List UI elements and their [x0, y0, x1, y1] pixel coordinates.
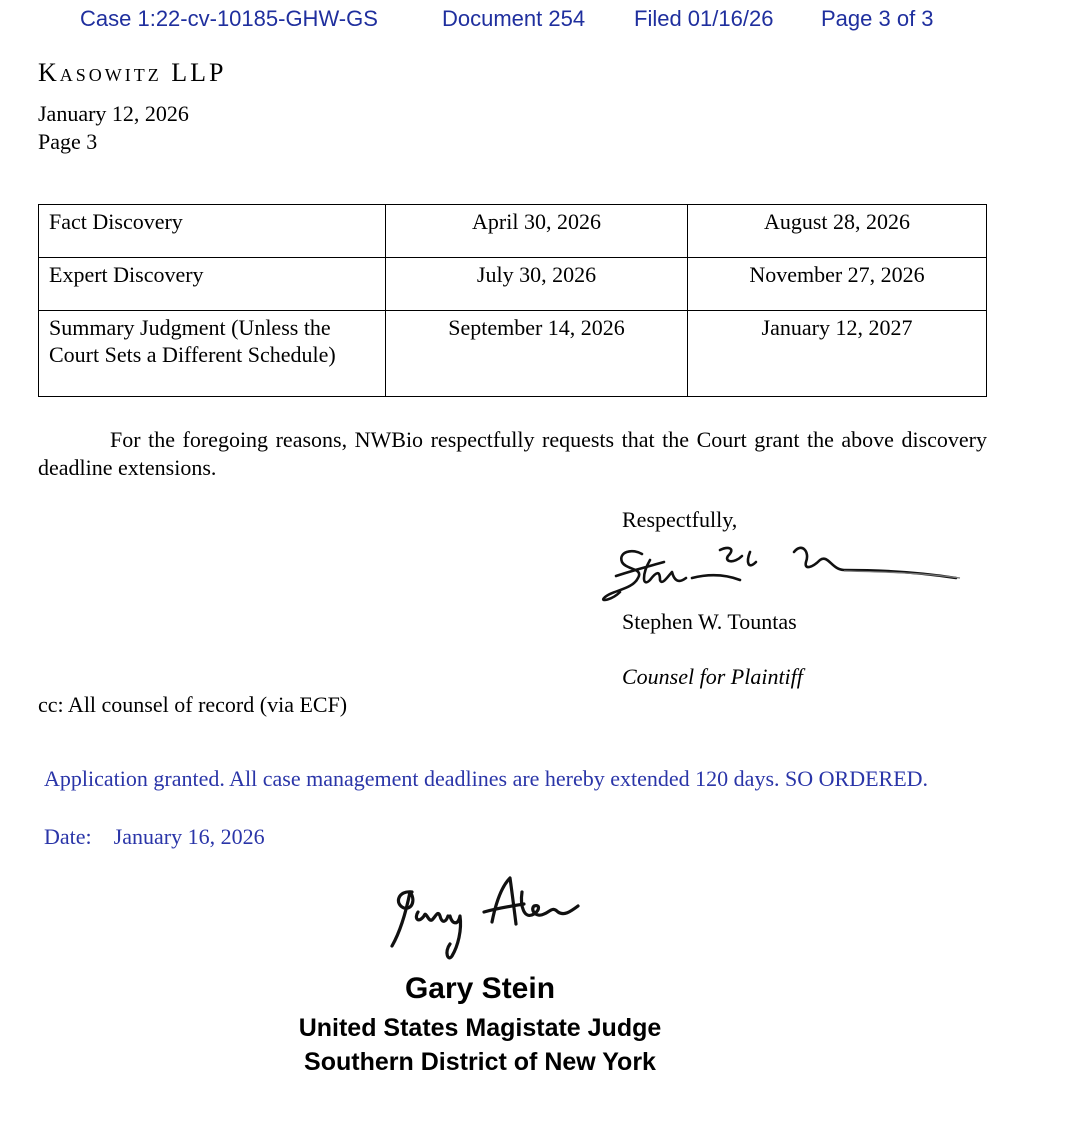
body-paragraph: For the foregoing reasons, NWBio respectfully requests that the Court grant the above discovery deadline extensions. — [38, 427, 987, 480]
ecf-document-number: Document 254 — [442, 6, 586, 31]
table-cell-current-deadline: April 30, 2026 — [386, 205, 688, 258]
attorney-signature — [598, 540, 968, 608]
order-date-value: January 16, 2026 — [113, 824, 265, 849]
judge-district: Southern District of New York — [304, 1048, 656, 1076]
cc-line: cc: All counsel of record (via ECF) — [38, 692, 348, 717]
order-text: Application granted. All case management deadlines are hereby extended 120 days. SO ORDERED. — [44, 766, 929, 791]
letter-date: January 12, 2026 — [38, 101, 189, 126]
judge-name: Gary Stein — [404, 972, 556, 1005]
ecf-case-number: Case 1:22-cv-10185-GHW-GS — [80, 6, 378, 31]
table-cell-proposed-deadline: August 28, 2026 — [688, 205, 987, 258]
schedule-table — [38, 204, 987, 397]
order-date — [44, 824, 265, 850]
order-date-label: Date: — [44, 824, 92, 849]
closing-salutation: Respectfully, — [622, 507, 738, 532]
table-cell-event: Expert Discovery — [39, 258, 386, 311]
table-row — [39, 258, 987, 311]
ecf-filed-date: Filed 01/16/26 — [634, 6, 774, 31]
firm-name: Kasowitz LLP — [38, 58, 227, 87]
table-row — [39, 205, 987, 258]
judge-title: United States Magistate Judge — [298, 1014, 662, 1042]
table-cell-current-deadline: September 14, 2026 — [386, 311, 688, 397]
ecf-page-number: Page 3 of 3 — [821, 6, 934, 31]
table-row — [39, 311, 987, 397]
signer-title: Counsel for Plaintiff — [622, 664, 803, 689]
table-cell-proposed-deadline: January 12, 2027 — [688, 311, 987, 397]
table-cell-event: Fact Discovery — [39, 205, 386, 258]
table-cell-current-deadline: July 30, 2026 — [386, 258, 688, 311]
ecf-header — [0, 6, 1079, 36]
table-cell-event: Summary Judgment (Unless the Court Sets a Different Schedule) — [39, 311, 386, 397]
letter-page: Page 3 — [38, 129, 98, 154]
judge-signature — [388, 872, 598, 962]
table-cell-proposed-deadline: November 27, 2026 — [688, 258, 987, 311]
signer-name: Stephen W. Tountas — [622, 609, 797, 634]
